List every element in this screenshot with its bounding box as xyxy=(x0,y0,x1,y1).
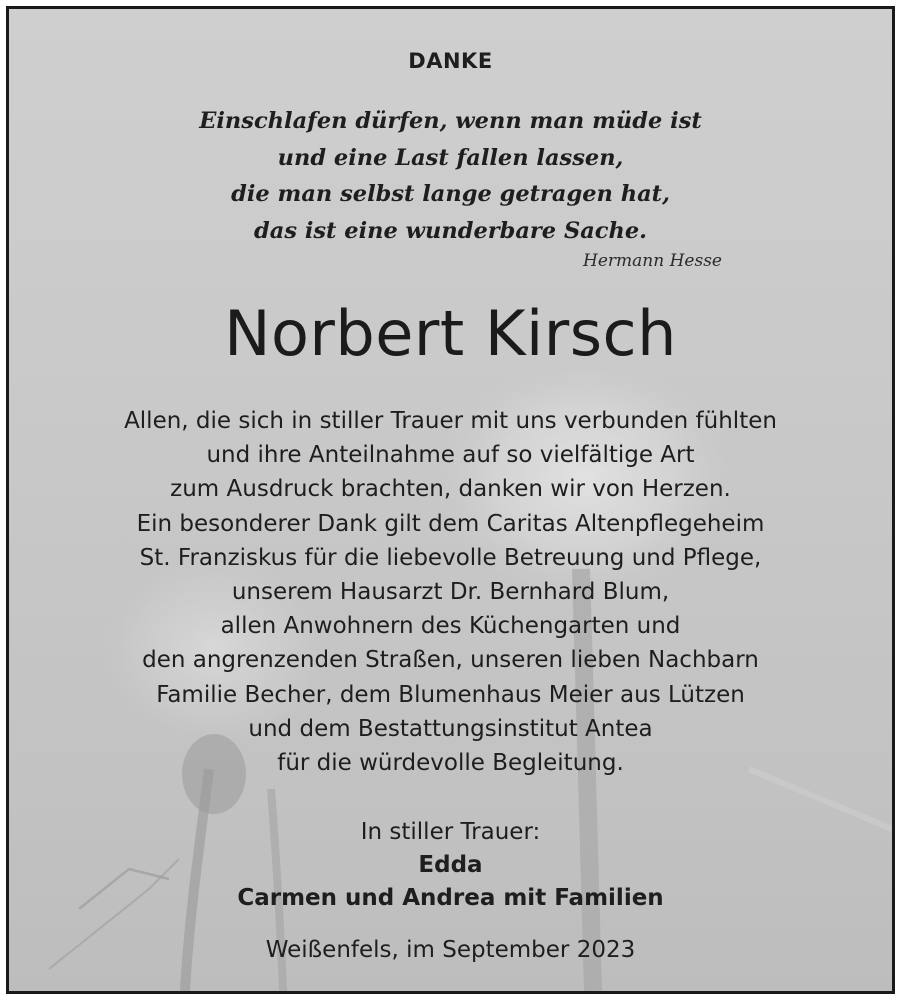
message-line: St. Franziskus für die liebevolle Betreuung und Pflege, xyxy=(139,544,762,571)
poem-line: die man selbst lange getragen hat, xyxy=(231,181,670,207)
message-line: unserem Hausarzt Dr. Bernhard Blum, xyxy=(231,579,670,606)
message-line: für die würdevolle Begleitung. xyxy=(277,750,624,777)
obituary-card xyxy=(6,6,895,994)
poem-line: und eine Last fallen lassen, xyxy=(277,144,624,171)
poem-line: Einschlafen dürfen, wenn man müde ist xyxy=(199,108,702,134)
signoff xyxy=(9,816,892,915)
heading-danke: DANKE xyxy=(408,49,493,73)
mourner-name: Edda xyxy=(418,852,483,878)
deceased-name: Norbert Kirsch xyxy=(224,297,677,370)
poem-line: das ist eine wunderbare Sache. xyxy=(254,217,647,244)
message-line: allen Anwohnern des Küchengarten und xyxy=(220,613,681,640)
thank-you-message xyxy=(9,404,892,780)
message-line: Ein besonderer Dank gilt dem Caritas Altenpflegeheim xyxy=(136,510,765,537)
message-line: zum Ausdruck brachten, danken wir von Herzen. xyxy=(170,476,731,503)
poem-quote xyxy=(9,103,892,249)
message-line: Allen, die sich in stiller Trauer mit uns verbunden fühlten xyxy=(124,408,777,434)
signoff-intro: In stiller Trauer: xyxy=(360,819,541,845)
poem-author: Hermann Hesse xyxy=(583,251,722,271)
message-line: Familie Becher, dem Blumenhaus Meier aus Lützen xyxy=(156,681,745,708)
mourner-name: Carmen und Andrea mit Familien xyxy=(237,885,664,911)
place-and-date: Weißenfels, im September 2023 xyxy=(265,937,636,963)
message-line: und ihre Anteilnahme auf so vielfältige Art xyxy=(206,442,695,469)
message-line: und dem Bestattungsinstitut Antea xyxy=(248,715,653,742)
message-line: den angrenzenden Straßen, unseren lieben Nachbarn xyxy=(142,647,759,674)
